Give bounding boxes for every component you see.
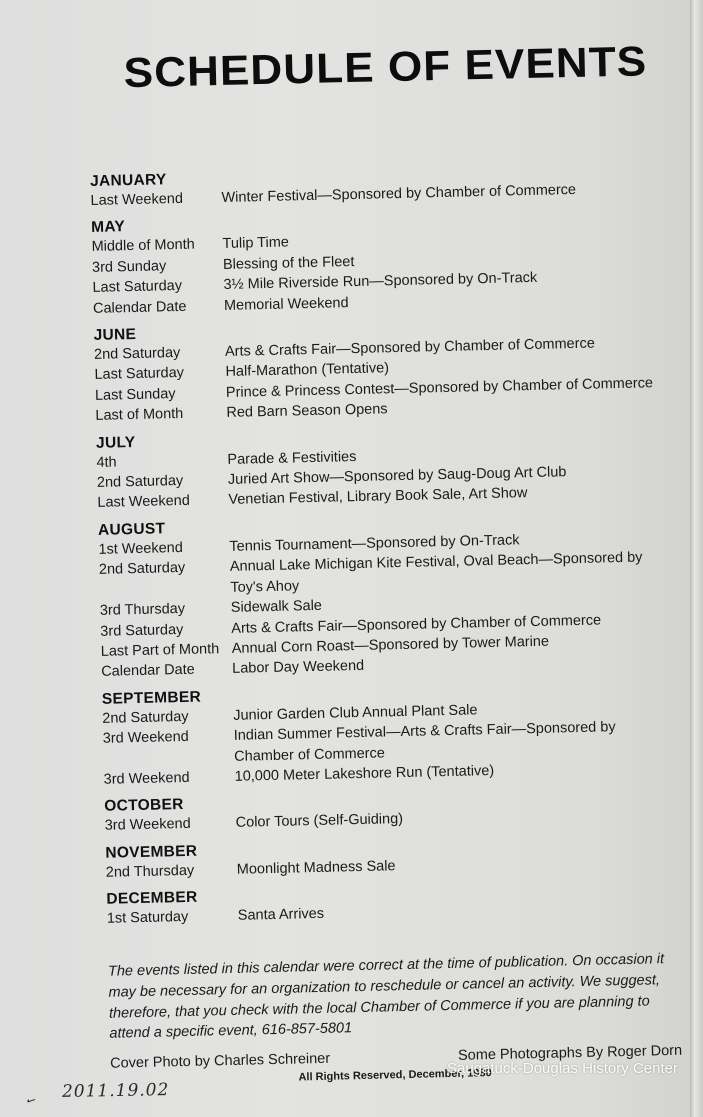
month-block <box>106 877 677 929</box>
photographs-credit: Some Photographs By Roger Dorn <box>457 1042 683 1064</box>
month-heading: JANUARY <box>89 171 167 190</box>
event-description: Arts & Crafts Fair—Sponsored by Chamber of Commerce <box>224 335 595 360</box>
event-description: 10,000 Meter Lakeshore Run (Tentative) <box>234 762 495 785</box>
month-heading: AUGUST <box>97 520 166 539</box>
disclaimer-notice: The events listed in this calendar were correct at the time of publication. On occasion it may be necessary for an organization to reschedule or cancel an activity. We suggest, therefore, that you check with the local Chamber of Commerce if you are planning to attend a specific event, 616-857-5801 <box>107 951 665 1043</box>
month-block <box>102 677 674 791</box>
event-timing: 3rd Sunday <box>91 258 167 276</box>
event-description: Indian Summer Festival—Arts & Crafts Fair—Sponsored by Chamber of Commerce <box>233 719 616 765</box>
month-heading: NOVEMBER <box>105 842 198 862</box>
accession-number: 2011.19.02 <box>61 1080 170 1102</box>
event-description: Tulip Time <box>222 234 290 253</box>
event-timing: Calendar Date <box>101 662 195 681</box>
month-block <box>90 159 661 211</box>
month-heading: JUNE <box>93 325 137 344</box>
event-timing: 3rd Thursday <box>99 601 186 619</box>
event-schedule <box>90 159 677 929</box>
event-description: Venetian Festival, Library Book Sale, Art Show <box>228 485 528 509</box>
event-description: Half-Marathon (Tentative) <box>225 360 390 381</box>
event-description: Juried Art Show—Sponsored by Saug-Doug Art Club <box>227 464 567 488</box>
event-timing: 1st Weekend <box>98 539 184 558</box>
event-description: Red Barn Season Opens <box>226 401 388 422</box>
month-heading: DECEMBER <box>106 888 198 908</box>
month-block <box>96 421 668 514</box>
event-description: Tennis Tournament—Sponsored by On-Track <box>229 532 520 555</box>
event-description: Parade & Festivities <box>227 448 357 468</box>
event-description: Memorial Weekend <box>223 294 349 314</box>
event-timing: 2nd Saturday <box>93 344 181 363</box>
month-block <box>91 205 663 319</box>
event-timing: Last Weekend <box>90 190 184 209</box>
event-timing: Last Weekend <box>97 493 191 512</box>
event-description: Labor Day Weekend <box>232 658 365 678</box>
cover-photo-credit: Cover Photo by Charles Schreiner <box>109 1050 331 1072</box>
event-description: Annual Lake Michigan Kite Festival, Oval Beach—Sponsored by Toy's Ahoy <box>229 549 643 596</box>
event-timing: Calendar Date <box>92 298 187 317</box>
month-block <box>93 313 665 427</box>
event-timing: 3rd Saturday <box>100 621 184 640</box>
watermark: Saugatuck-Douglas History Center <box>447 1060 678 1077</box>
event-description: Moonlight Madness Sale <box>236 857 396 878</box>
event-timing: Last Saturday <box>94 365 185 384</box>
month-heading: OCTOBER <box>104 796 184 816</box>
page-title: SCHEDULE OF EVENTS <box>123 37 648 97</box>
event-description: Prince & Princess Contest—Sponsored by Chamber of Commerce <box>225 375 654 401</box>
rights-notice: All Rights Reserved, December, 1980 <box>298 1067 492 1084</box>
event-timing: 4th <box>96 454 117 471</box>
event-timing: 3rd Weekend <box>102 728 189 747</box>
event-description: Color Tours (Self-Guiding) <box>235 811 404 832</box>
month-block <box>98 508 672 683</box>
event-timing: 2nd Saturday <box>96 472 184 491</box>
event-description: Junior Garden Club Annual Plant Sale <box>233 702 478 724</box>
event-timing: 1st Saturday <box>106 909 189 927</box>
event-timing: 3rd Weekend <box>103 769 190 788</box>
month-block <box>104 784 675 836</box>
event-timing: 2nd Saturday <box>102 708 189 727</box>
event-timing: Last Sunday <box>94 385 176 404</box>
month-heading: SEPTEMBER <box>101 688 202 708</box>
event-description: Annual Corn Roast—Sponsored by Tower Marine <box>231 633 550 657</box>
event-timing: 2nd Saturday <box>98 560 186 579</box>
month-block <box>105 831 676 883</box>
event-timing: Last Part of Month <box>100 641 220 660</box>
event-timing: Middle of Month <box>91 237 195 256</box>
event-description: Winter Festival—Sponsored by Chamber of Commerce <box>221 181 577 206</box>
page-edge <box>690 0 703 1117</box>
event-description: Arts & Crafts Fair—Sponsored by Chamber of Commerce <box>231 611 602 637</box>
month-heading: JULY <box>95 433 136 452</box>
event-timing: Last Saturday <box>92 278 183 297</box>
month-heading: MAY <box>90 218 126 237</box>
event-description: Blessing of the Fleet <box>222 253 355 273</box>
event-timing: 2nd Thursday <box>105 862 195 881</box>
event-description: 3½ Mile Riverside Run—Sponsored by On-Track <box>223 270 538 294</box>
event-description: Santa Arrives <box>237 905 325 924</box>
event-timing: Last of Month <box>95 406 184 425</box>
event-description: Sidewalk Sale <box>230 597 323 616</box>
event-timing: 3rd Weekend <box>104 816 191 835</box>
pencil-mark: ✓ <box>22 1092 40 1110</box>
